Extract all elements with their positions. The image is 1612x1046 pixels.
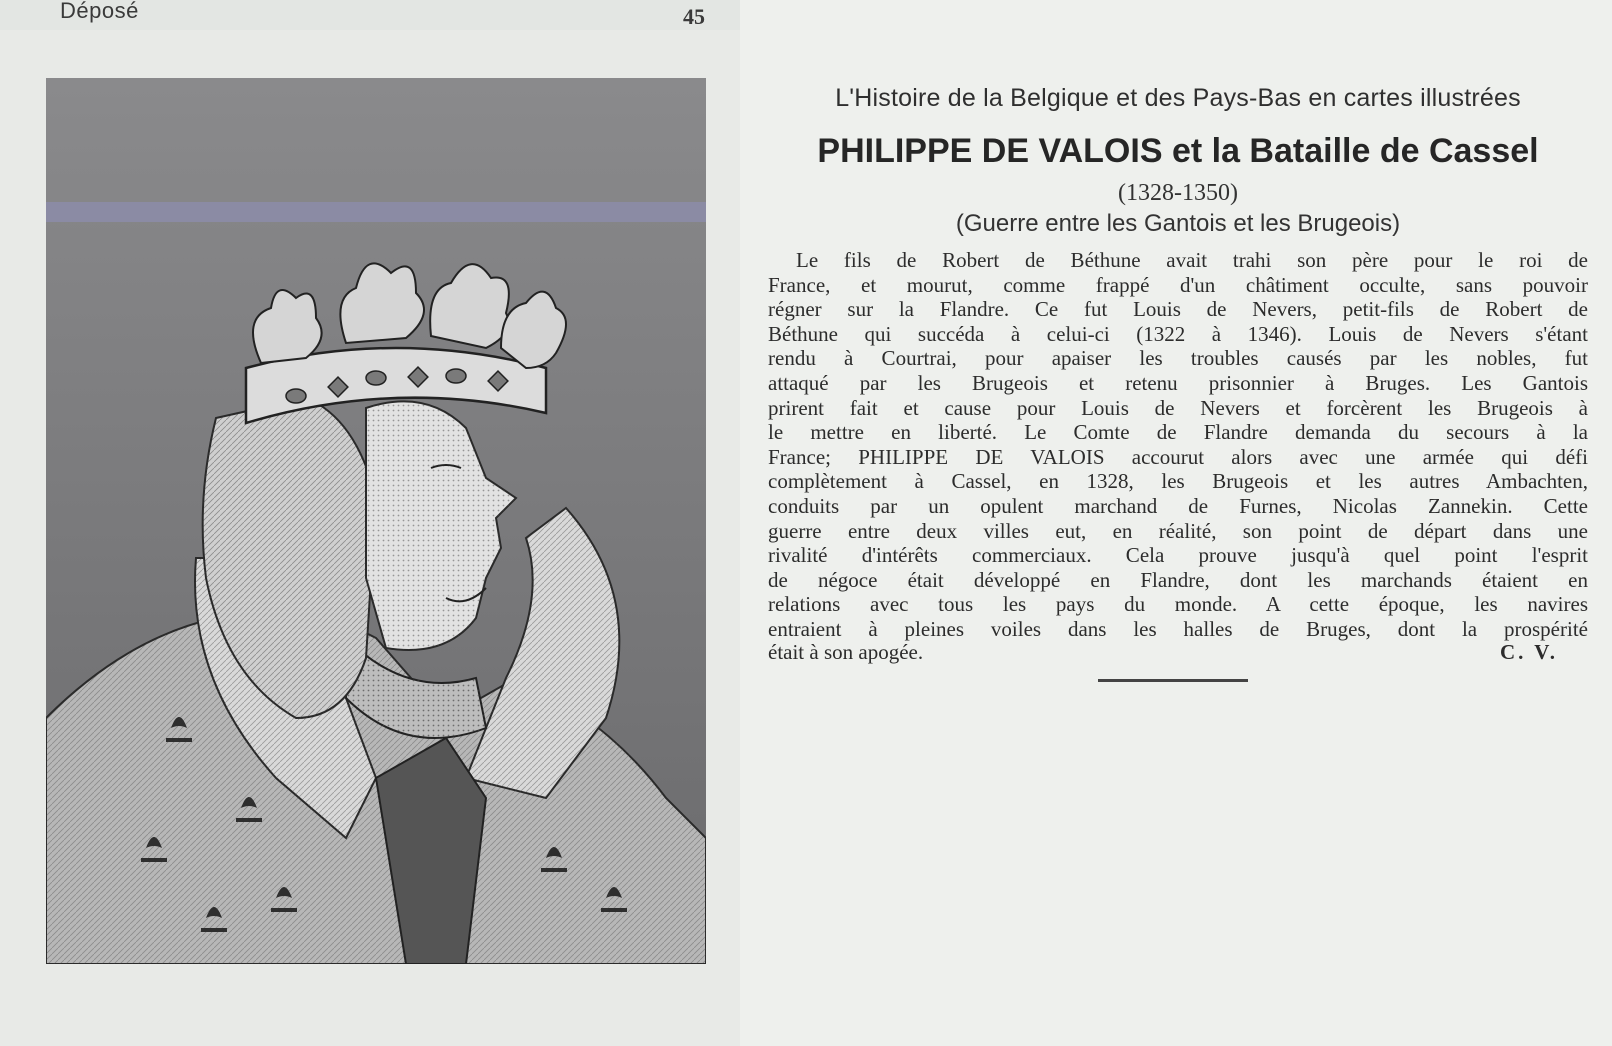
body-line: entraient à pleines voiles dans les halles de Bruges, dont la prospérité	[768, 616, 1588, 641]
body-line: Le fils de Robert de Béthune avait trahi son père pour le roi de	[796, 248, 1588, 272]
body-paragraph	[768, 248, 1588, 642]
card-number: 45	[683, 4, 705, 29]
body-line: rendu à Courtrai, pour apaiser les troubles causés par les nobles, fut	[768, 346, 1588, 371]
body-line: Béthune qui succéda à celui-ci (1322 à 1346). Louis de Nevers s'étant	[768, 321, 1588, 346]
body-line: rivalité d'intérêts commerciaux. Cela prouve jusqu'à quel point l'esprit	[768, 543, 1588, 568]
body-line: complètement à Cassel, en 1328, les Brugeois et les autres Ambachten,	[768, 469, 1588, 494]
author-signature: C. V.	[1500, 640, 1558, 664]
body-line: France; PHILIPPE DE VALOIS accourut alors avec une armée qui défi	[768, 444, 1588, 469]
body-line: de négoce était développé en Flandre, dont les marchands étaient en	[768, 567, 1588, 592]
body-line: le mettre en liberté. Le Comte de Flandre demanda du secours à la	[768, 420, 1588, 445]
date-range: (1328-1350)	[1118, 180, 1238, 206]
deposit-mark: Déposé	[60, 0, 139, 23]
card-subtitle: (Guerre entre les Gantois et les Brugeois)	[955, 210, 1401, 237]
series-title: L'Histoire de la Belgique et des Pays-Bas en cartes illustrées	[835, 84, 1521, 112]
card-title: PHILIPPE DE VALOIS et la Bataille de Cassel	[817, 132, 1539, 170]
body-line: attaqué par les Brugeois et retenu prisonnier à Bruges. Les Gantois	[768, 370, 1588, 395]
crowned-king-illustration	[46, 78, 706, 964]
body-line: guerre entre deux villes eut, en réalité, son point de départ dans une	[768, 518, 1588, 543]
king-portrait-engraving	[46, 78, 706, 964]
divider-rule	[1098, 679, 1248, 682]
body-line: relations avec tous les pays du monde. A cette époque, les navires	[768, 592, 1588, 617]
body-line: prirent fait et cause pour Louis de Nevers et forcèrent les Brugeois à	[768, 395, 1588, 420]
body-line: régner sur la Flandre. Ce fut Louis de Nevers, petit-fils de Robert de	[768, 297, 1588, 322]
body-line: conduits par un opulent marchand de Furnes, Nicolas Zannekin. Cette	[768, 493, 1588, 518]
body-line: France, et mourut, comme frappé d'un châtiment occulte, sans pouvoir	[768, 272, 1588, 297]
body-last-line: était à son apogée.	[768, 640, 924, 664]
